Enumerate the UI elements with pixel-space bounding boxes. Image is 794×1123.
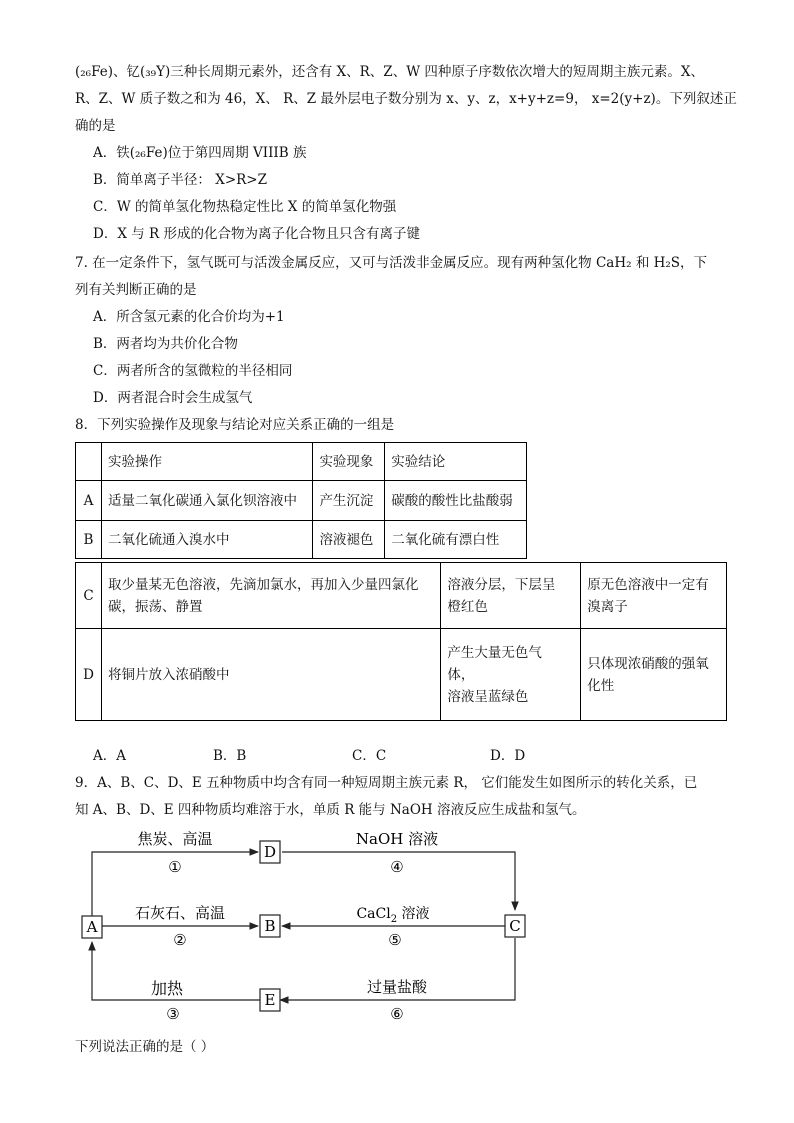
reaction-3-number: ③: [166, 1005, 180, 1022]
reaction-1-number: ①: [168, 858, 182, 876]
row-d-conclusion-line-1: 只体现浓硝酸的强氧: [587, 655, 709, 672]
row-c-conclusion-line-1: 原无色溶液中一定有: [587, 576, 709, 593]
row-b-operation: 二氧化硫通入溴水中: [101, 521, 312, 559]
reaction-2-number: ②: [173, 931, 187, 949]
header-key-cell: [76, 443, 102, 481]
node-b: [260, 915, 280, 937]
q6-option-d: D．X 与 R 形成的化合物为离子化合物且只含有离子键: [93, 226, 420, 242]
row-d-conclusion-line-2: 化性: [587, 677, 615, 694]
header-conclusion: 实验结论: [385, 443, 527, 481]
row-d-operation: 将铜片放入浓硝酸中: [101, 629, 440, 721]
q8-table-bottom: [75, 562, 727, 721]
header-operation: 实验操作: [101, 443, 312, 481]
row-a-phenomenon: 产生沉淀: [313, 481, 385, 521]
q6-option-b: B．简单离子半径： X>R>Z: [93, 172, 267, 188]
row-a-conclusion: 碳酸的酸性比盐酸弱: [385, 481, 527, 521]
table-row-c: [76, 563, 727, 629]
q6-option-c: C．W 的简单氢化物热稳定性比 X 的简单氢化物强: [93, 199, 397, 215]
row-d-phenomenon: [441, 629, 581, 721]
q7-option-b: B．两者均为共价化合物: [93, 336, 238, 352]
node-a: [82, 916, 102, 938]
q7-option-a: A．所含氢元素的化合价均为+1: [93, 309, 285, 325]
reaction-4-number: ④: [390, 858, 404, 876]
reaction-6-label: 过量盐酸: [366, 978, 428, 996]
reaction-5-number: ⑤: [388, 931, 402, 949]
row-d-phenomenon-line-1: 产生大量无色气: [447, 644, 542, 661]
reaction-4-label: NaOH 溶液: [355, 830, 439, 848]
table-row-b: [76, 521, 527, 559]
q7-stem-line-1: 7. 在一定条件下，氢气既可与活泼金属反应，又可与活泼非金属反应。现有两种氢化物 CaH₂ 和 H₂S，下: [75, 255, 708, 271]
row-b-phenomenon: 溶液褪色: [313, 521, 385, 559]
q8-answer-a: A．A: [93, 748, 126, 764]
row-c-operation: [101, 563, 440, 629]
conversion-diagram: [75, 822, 535, 1022]
row-c-phenomenon-line-2: 橙红色: [447, 598, 488, 615]
q8-answer-b: B．B: [213, 748, 247, 764]
node-d: [260, 841, 280, 863]
row-d-conclusion: [581, 629, 727, 721]
row-c-key: C: [76, 563, 102, 629]
q8-answer-c: C．C: [352, 748, 387, 764]
node-e: [260, 989, 280, 1011]
row-b-key: B: [76, 521, 102, 559]
reaction-5-formula: CaCl: [356, 906, 391, 922]
reaction-5-subscript: 2: [390, 914, 398, 925]
q8-stem: 8．下列实验操作及现象与结论对应关系正确的一组是: [75, 417, 395, 433]
q7-stem-line-2: 列有关判断正确的是: [75, 282, 197, 298]
q8-table-top: [75, 442, 527, 559]
reaction-5-tail: 溶液: [397, 906, 430, 922]
q9-question: 下列说法正确的是（ ）: [75, 1039, 215, 1055]
q8-answer-d: D．D: [490, 748, 526, 764]
q7-option-d: D．两者混合时会生成氢气: [93, 390, 253, 406]
table-header-row: [76, 443, 527, 481]
q7-option-c: C．两者所含的氢微粒的半径相同: [93, 363, 293, 379]
header-phenomenon: 实验现象: [313, 443, 385, 481]
reaction-1-label: 焦炭、高温: [137, 830, 213, 848]
table-row-a: [76, 481, 527, 521]
row-c-conclusion: [581, 563, 727, 629]
q6-stem-line-1: (₂₆Fe)、钇(₃₉Y)三种长周期元素外，还含有 X、R、Z、W 四种原子序数依次增大的短周期主族元素。X、: [75, 64, 704, 80]
row-a-operation: 适量二氧化碳通入氯化钡溶液中: [101, 481, 312, 521]
row-c-conclusion-line-2: 溴离子: [587, 598, 628, 615]
reaction-3-label: 加热: [150, 979, 184, 998]
row-c-phenomenon-line-1: 溶液分层，下层呈: [447, 576, 556, 593]
node-d-label: D: [263, 843, 277, 861]
row-a-key: A: [76, 481, 102, 521]
row-c-operation-line-1: 取少量某无色溶液，先滴加氯水，再加入少量四氯化: [107, 576, 419, 593]
q6-stem-line-2: R、Z、W 质子数之和为 46，X、 R、Z 最外层电子数分别为 x、y、z，x+y+z=9， x=2(y+z)。下列叙述正: [75, 91, 737, 107]
node-a-label: A: [86, 918, 98, 936]
row-c-operation-line-2: 碳，振荡、静置: [107, 598, 203, 615]
row-d-phenomenon-line-3: 溶液呈蓝绿色: [447, 688, 529, 705]
q6-stem-line-3: 确的是: [75, 118, 116, 134]
row-c-phenomenon: [441, 563, 581, 629]
node-c-label: C: [509, 917, 521, 935]
reaction-2-label: 石灰石、高温: [134, 904, 226, 922]
table-row-d: [76, 629, 727, 721]
row-d-key: D: [76, 629, 102, 721]
node-e-label: E: [264, 991, 276, 1009]
row-b-conclusion: 二氧化硫有漂白性: [385, 521, 527, 559]
reaction-6-number: ⑥: [390, 1005, 404, 1022]
q9-stem-line-2: 知 A、B、D、E 四种物质均难溶于水，单质 R 能与 NaOH 溶液反应生成盐和氢气。: [75, 802, 586, 818]
reaction-5-label: [356, 905, 429, 925]
q6-option-a: A．铁(₂₆Fe)位于第四周期 VIIIB 族: [93, 145, 307, 161]
q9-stem-line-1: 9．A、B、C、D、E 五种物质中均含有同一种短周期主族元素 R， 它们能发生如图所示的转化关系，已: [75, 775, 698, 791]
row-d-phenomenon-line-2: 体，: [447, 666, 475, 683]
node-b-label: B: [264, 917, 276, 935]
node-c: [505, 915, 525, 937]
